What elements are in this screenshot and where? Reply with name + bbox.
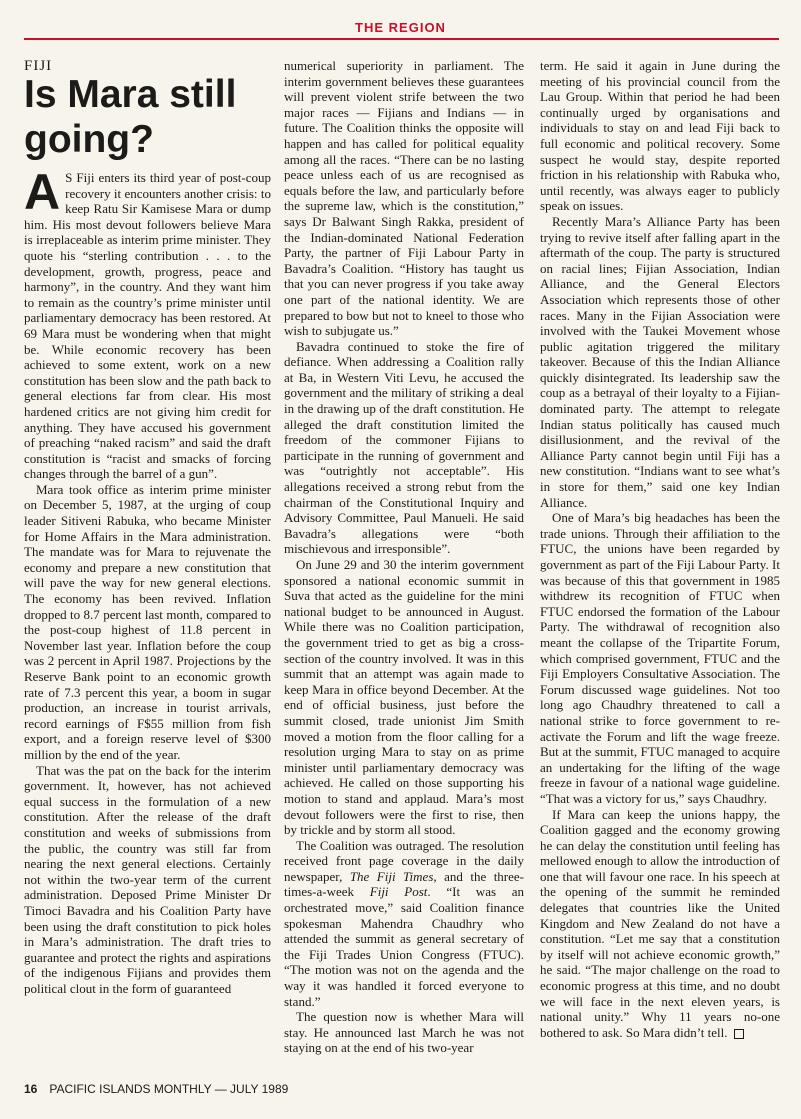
drop-cap: A — [24, 164, 61, 220]
paragraph — [540, 807, 780, 1041]
paragraph: The question now is whether Mara will stay. He announced last March he was not staying on at the end of his two-year — [284, 1009, 524, 1056]
end-mark-icon — [734, 1029, 744, 1039]
article-column-3 — [540, 58, 780, 1040]
paragraph: One of Mara’s big headaches has been the trade unions. Through their affiliation to the FTUC, the unions have been regarded by government as part of the Fiji Labour Party. It was because of this that government in 1985 withdrew its recognition of FTUC when FTUC endorsed the formation of the Labour Party. The withdrawal of recognition also meant the collapse of the Tripartite Forum, which comprised government, FTUC and the Fiji Employers Consultative Association. The Forum discussed wage guidelines. Not too long ago Chaudhry threatened to call a national strike to force government to re-activate the Forum and lift the wage freeze. But at the summit, FTUC managed to acquire an undertaking for the lifting of the wage freeze in favour of a national wage guideline. “That was a victory for us,” says Chaudhry. — [540, 510, 780, 806]
paragraph-text: If Mara can keep the unions happy, the Coalition gagged and the economy growing he can delay the constitution until feeling has mellowed enough to allow the introduction of one that will favour one race. In his speech at the opening of the summit he reminded delegates that countries like the United Kingdom and New Zealand do not have a constitution. “Let me say that a constitution by itself will not achieve economic growth,” he said. “The major challenge on the road to economic progress at this time, and no doubt we will face in the next eleven years, is national unity.” Why 11 years no-one bothered to ask. So Mara didn’t tell. — [540, 806, 780, 1040]
newspaper-title: Fiji Post — [369, 884, 428, 900]
paragraph — [284, 838, 524, 1010]
section-header: THE REGION — [355, 20, 446, 35]
publication-info: PACIFIC ISLANDS MONTHLY — JULY 1989 — [49, 1082, 289, 1096]
page-footer — [24, 1082, 288, 1096]
article-column-1 — [24, 164, 271, 996]
article-headline: Is Mara still going? — [24, 73, 237, 161]
paragraph-text: . “It was an orchestrated move,” said Coalition finance spokesman Mahendra Chaudhry who attended the summit as general secretary of the Fiji Trades Union Congress (FTUC). “The motion was not on the agenda and the way it was handled it forced everyone to stand.” — [284, 884, 525, 1009]
article-kicker: FIJI — [24, 58, 53, 74]
paragraph — [24, 164, 271, 482]
header-rule — [24, 38, 779, 40]
paragraph: numerical superiority in parliament. The interim government believes these guarantees will prevent violent strife between the two major races — Fijians and Indians — in future. The Coalition thinks the opposite will happen and has called for political equality among all the races. “There can be no lasting peace unless each of us are recognised as equals before the law, and particularly before the supreme law, which is the constitution,” says Dr Balwant Singh Rakka, president of the Indian-dominated National Federation Party, the partner of Fiji Labour Party in Bavadra’s Coalition. “History has taught us that you can never progress if you take away one part of the national identity. We are prepared to bow but not to kneel to those who wish to subjugate us.” — [284, 58, 524, 339]
paragraph: That was the pat on the back for the interim government. It, however, has not achieved equal success in the formulation of a new constitution. After the release of the draft constitution and weeks of submissions from the public, the country was still far from nearing the next general elections. Certainly not within the two-year term of the current administration. Deposed Prime Minister Dr Timoci Bavadra and his Coalition Party have been using the draft constitution to pick holes in Mara’s administration. The draft tries to guarantee and protect the rights and aspirations of the indigenous Fijians and provides them political clout in the form of guaranteed — [24, 762, 271, 996]
paragraph-text: The Coalition was outraged. The resolution received front page coverage in the daily newspaper, — [284, 837, 524, 884]
newspaper-title: The Fiji Times — [349, 868, 434, 884]
paragraph-text: S Fiji enters its third year of post-coup recovery it encounters another crisis: to keep Ratu Sir Kamisese Mara or dump him. His most devout followers believe Mara is irreplaceable as interim prime minister. They quote his “sterling contribution . . . to the development, growth, progress, peace and harmony”, in the country. And they want him to remain as the country’s prime minister until parliamentary democracy has been restored. At 69 Mara must be wondering when that might be. While economic recovery has been achieved to some extent, work on a new constitution has been slow and the path back to general elections far from clear. His most hardened critics are not giving him credit for anything. They have accused his government of preaching “naked racism” and said the draft constitution is “racist and smacks of forcing changes through the barrel of a gun”. — [24, 170, 271, 482]
paragraph: Recently Mara’s Alliance Party has been trying to revive itself after falling apart in the aftermath of the coup. The party is structured on racial lines; Fijian Association, Indian Alliance, and the General Electors Association which represents those of other races. Many in the Fijian Association were involved with the Taukei Movement whose public agitation triggered the military takeover. Because of this the Indian Alliance quickly disintegrated. Its leadership saw the coup as a betrayal of their loyalty to a Fijian-dominated party. The attempt to relegate Indian status politically has caused much disillusionment, and the revival of the Alliance Party cannot begin until Fiji has a new constitution. “Indians want to see what’s in store for them,” said one key Indian Alliance. — [540, 213, 780, 510]
paragraph: Bavadra continued to stoke the fire of defiance. When addressing a Coalition rally at Ba, in Western Viti Levu, he accused the government and the military of striking a deal in the drawing up of the draft constitution. He alleged the draft constitution limited the freedom of the commoner Fijians to participate in the running of government and was “outrightly not acceptable”. His allegations received a strong rebut from the chairman of the Constitutional Inquiry and Advisory Committee, Paul Manueli. He said Bavadra’s allegations were “both mischievous and irresponsible”. — [284, 338, 524, 557]
paragraph-text: , and the three-times-a-week — [284, 868, 525, 900]
article-column-2 — [284, 58, 524, 1056]
page-number: 16 — [24, 1082, 38, 1096]
paragraph: On June 29 and 30 the interim government sponsored a national economic summit in Suva that acted as the guideline for the mini national budget to be announced in August. While there was no Coalition participation, the government tried to get as big a cross-section of the country involved. It was in this summit that an attempt was again made to keep Mara in office beyond December. At the end of official business, just before the summit closed, trade unionist Jim Smith moved a motion from the floor calling for a resolution urging Mara to stay on as prime minister until parliamentary democracy was achieved. He called on those supporting his motion to stand and applaud. Mara’s most devout followers were the first to rise, then by trickle and by storm all stood. — [284, 557, 524, 838]
paragraph: Mara took office as interim prime minister on December 5, 1987, at the urging of coup leader Sitiveni Rabuka, who became Minister for Home Affairs in the Mara administration. The mandate was for Mara to rejuvenate the economy and prepare a new constitution that will pave the way for new general elections. The economy has been revived. Inflation dropped to 8.7 percent last month, compared to the post-coup highest of 11.8 percent in November last year. Inflation before the coup was 2 percent in April 1987. Projections by the Reserve Bank point to an economic growth rate of 7.3 percent this year, a boom in sugar production, an increase in tourist arrivals, record earnings of F$55 million from fish export, and a foreign reserve level of $300 million by the end of the year. — [24, 481, 271, 762]
paragraph: term. He said it again in June during the meeting of his provincial council from the Lau Group. Within that period he had been continually urged by organisations and individuals to stay on and lead Fiji back to full economic and political recovery. Some suspect he would stay, despite reported friction in his relationship with Rabuka who, until recently, was always eager to publicly speak on issues. — [540, 58, 780, 214]
